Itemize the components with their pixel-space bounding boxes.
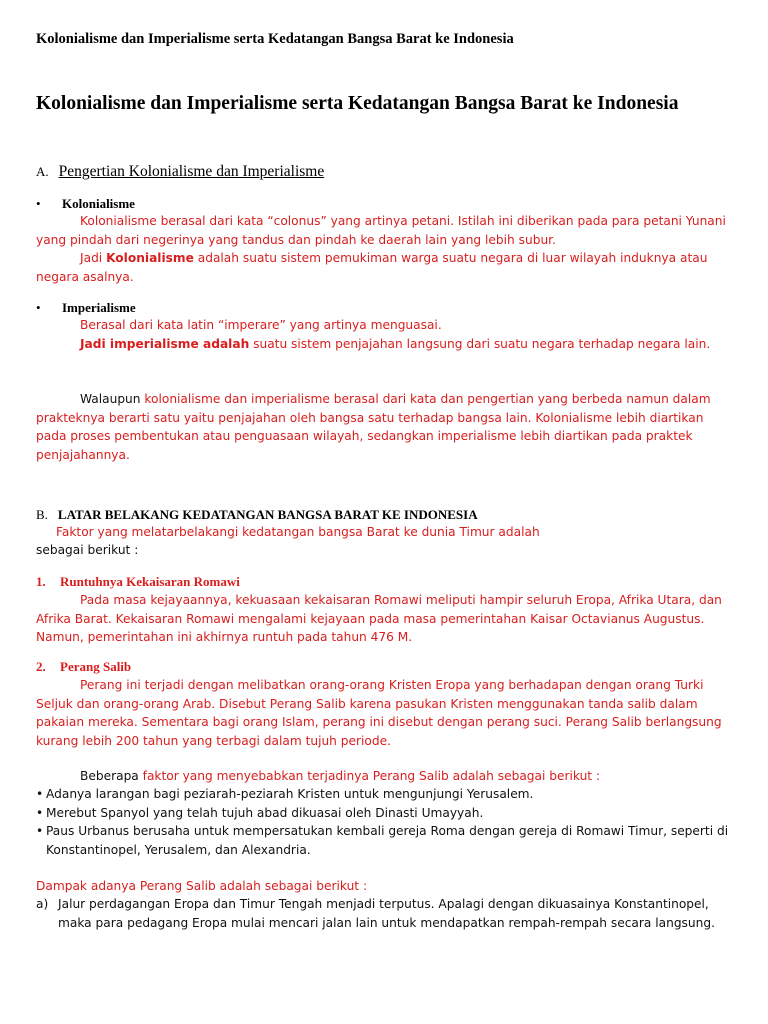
imperialisme-definition: Berasal dari kata latin “imperare” yang artinya menguasai. — [80, 318, 442, 332]
section-b-heading — [36, 507, 478, 523]
imperialisme-conclusion — [36, 335, 732, 354]
imperialisme-label: Imperialisme — [62, 300, 136, 315]
list-item: • Merebut Spanyol yang telah tujuh abad dikuasai oleh Dinasti Umayyah. — [36, 804, 732, 823]
section-a-letter: A. — [36, 164, 49, 179]
bullet-icon: • — [36, 824, 44, 838]
section-b-title: LATAR BELAKANG KEDATANGAN BANGSA BARAT KE INDONESIA — [57, 507, 478, 522]
item-2-text: Perang ini terjadi dengan melibatkan orang-orang Kristen Eropa yang berhadapan dengan orang Turki Seljuk dan orang-orang Arab. Disebut Perang Salib karena pasukan Kristen menggunakan tanda salib dalam pakaian mereka. Sementara bagi orang Islam, perang ini disebut dengan perang suci. Perang Salib berlangsung kurang lebih 200 tahun yang terbagi dalam tujuh periode. — [36, 678, 722, 748]
item-2-heading — [36, 659, 131, 675]
kolonialisme-conclusion — [36, 249, 732, 286]
list-item: • Adanya larangan bagi peziarah-peziarah Kristen untuk mengunjungi Yerusalem. — [36, 785, 732, 804]
bullet-imperialisme — [36, 300, 136, 316]
impact-item-a-label: a) — [36, 897, 49, 911]
bullet-icon: • — [36, 805, 44, 820]
kolonialisme-conclusion-prefix: Jadi — [80, 251, 103, 265]
imperialisme-conclusion-rest: suatu sistem penjajahan langsung dari suatu negara terhadap negara lain. — [253, 337, 711, 351]
section-a-heading — [36, 163, 324, 181]
bullet-kolonialisme — [36, 196, 135, 212]
section-b-intro-black: sebagai berikut : — [36, 543, 139, 557]
imperialisme-conclusion-bold: Jadi imperialisme adalah — [80, 337, 250, 351]
bullet-icon: • — [36, 196, 41, 211]
factors-intro-red: faktor yang menyebabkan terjadinya Perang Salib adalah sebagai berikut : — [142, 769, 601, 783]
factors-intro-black: Beberapa — [80, 769, 139, 783]
summary-text: kolonialisme dan imperialisme berasal dari kata dan pengertian yang berbeda namun dalam prakteknya berarti satu yaitu penjajahan oleh bangsa satu terhadap bangsa lain. Kolonialisme lebih diartikan pada proses pembentukan atau penguasaan wilayah, sedangkan imperialisme lebih diartikan pada praktek penjajahannya. — [36, 392, 711, 462]
bullet-icon: • — [36, 787, 44, 801]
kolonialisme-conclusion-rest: adalah suatu sistem pemukiman warga suatu negara di luar wilayah induknya atau negara asalnya. — [36, 251, 708, 284]
item-2-title: Perang Salib — [60, 659, 132, 674]
summary-paragraph — [36, 390, 732, 464]
factors-intro — [80, 767, 600, 786]
item-2-number: 2. — [36, 659, 46, 674]
item-1-text: Pada masa kejayaannya, kekuasaan kekaisaran Romawi meliputi hampir seluruh Eropa, Afrika Utara, dan Afrika Barat. Kekaisaran Romawi mengalami kejayaan pada masa pemerintahan Kaisar Octavianus Augustus. Namun, pemerintahan ini akhirnya runtuh pada tahun 476 M. — [36, 593, 722, 644]
item-1-title: Runtuhnya Kekaisaran Romawi — [60, 574, 240, 589]
factors-list — [36, 785, 732, 859]
item-1-heading — [36, 574, 240, 590]
section-a-title: Pengertian Kolonialisme dan Imperialisme — [58, 163, 325, 180]
impact-item-a-text: Jalur perdagangan Eropa dan Timur Tengah menjadi terputus. Apalagi dengan dikuasainya Konstantinopel, maka para pedagang Eropa mulai mencari jalan lain untuk mendapatkan rempah-rempah secara langsung. — [58, 897, 715, 930]
section-b-intro-red: Faktor yang melatarbelakangi kedatangan bangsa Barat ke dunia Timur adalah — [56, 525, 540, 539]
summary-first-word: Walaupun — [80, 392, 141, 406]
kolonialisme-label: Kolonialisme — [62, 196, 135, 211]
list-item: • Paus Urbanus berusaha untuk mempersatukan kembali gereja Roma dengan gereja di Romawi Timur, seperti di Konstantinopel, Yerusalem, dan Alexandria. — [36, 824, 729, 857]
page-header: Kolonialisme dan Imperialisme serta Kedatangan Bangsa Barat ke Indonesia — [36, 31, 514, 47]
item-1-number: 1. — [36, 574, 46, 589]
section-b-letter: B. — [36, 507, 48, 522]
kolonialisme-definition: Kolonialisme berasal dari kata “colonus” yang artinya petani. Istilah ini diberikan pada para petani Yunani yang pindah dari negerinya yang tandus dan pindah ke daerah lain yang lebih subur. — [36, 214, 726, 247]
kolonialisme-conclusion-bold: Kolonialisme — [106, 251, 194, 265]
impact-heading: Dampak adanya Perang Salib adalah sebagai berikut : — [36, 879, 368, 893]
bullet-icon: • — [36, 300, 41, 315]
impact-item-a — [36, 895, 732, 932]
page-title: Kolonialisme dan Imperialisme serta Kedatangan Bangsa Barat ke Indonesia — [36, 93, 679, 114]
